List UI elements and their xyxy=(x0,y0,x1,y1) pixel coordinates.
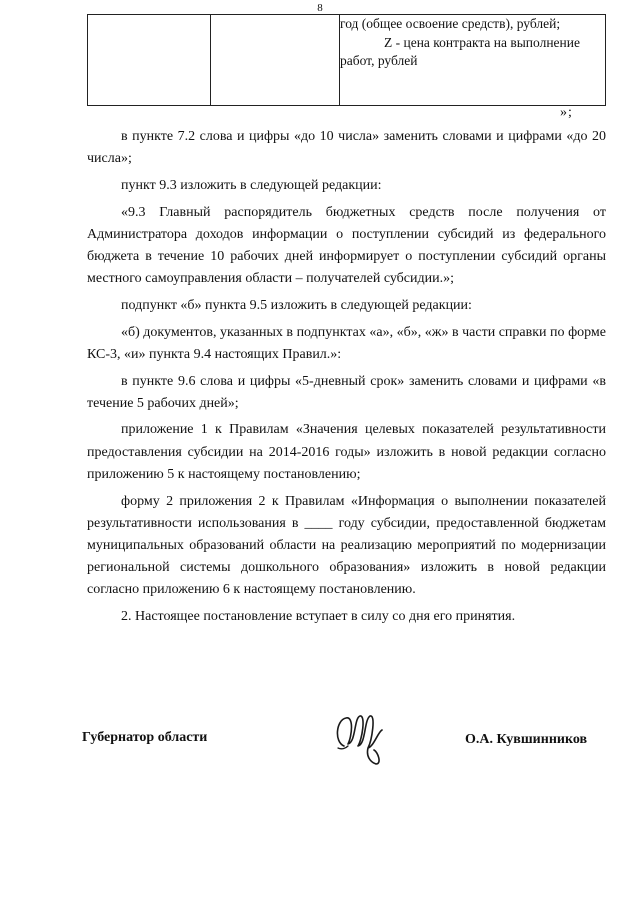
table-cell-line: работ, рублей xyxy=(340,53,418,68)
handwritten-signature xyxy=(330,706,392,766)
table-cell-2 xyxy=(211,15,340,106)
table-cell-1 xyxy=(88,15,211,106)
formula-table xyxy=(87,14,606,106)
table-cell-3 xyxy=(340,15,606,106)
paragraph: в пункте 7.2 слова и цифры «до 10 числа» заменить словами и цифрами «до 20 числа»; xyxy=(87,129,606,167)
paragraph: приложение 1 к Правилам «Значения целевых показателей результативности предоставления субсидии на 2014-2016 годы» изложить в новой редакции согласно приложению 5 к настоящему постановлению; xyxy=(87,422,606,482)
closing-quote-mark: »; xyxy=(560,105,573,120)
paragraph: 2. Настоящее постановление вступает в силу со дня его принятия. xyxy=(121,609,516,625)
signatory-name: О.А. Кувшинников xyxy=(465,732,588,747)
table-row xyxy=(88,15,606,106)
paragraph: «б) документов, указанных в подпунктах «а», «б», «ж» в части справки по форме КС-3, «и» пункта 9.4 настоящих Правил.»: xyxy=(87,324,606,362)
paragraph: подпункт «б» пункта 9.5 изложить в следующей редакции: xyxy=(121,297,472,313)
signatory-title: Губернатор области xyxy=(82,730,208,745)
page-number: 8 xyxy=(317,2,323,14)
paragraph: пункт 9.3 изложить в следующей редакции: xyxy=(121,177,382,193)
paragraph: в пункте 9.6 слова и цифры «5-дневный срок» заменить словами и цифрами «в течение 5 рабочих дней»; xyxy=(87,373,606,411)
table-cell-line: Z - цена контракта на выполнение xyxy=(384,34,580,50)
document-body xyxy=(87,126,606,633)
paragraph: форму 2 приложения 2 к Правилам «Информация о выполнении показателей результативности использования в ____ году субсидии, предоставленной бюджетам муниципальных образований области на реализацию мероприятий по модернизации региональной системы дошкольного образования» изложить в новой редакции согласно приложению 6 к настоящему постановлению. xyxy=(87,493,606,598)
signature-block xyxy=(0,706,640,786)
paragraph: «9.3 Главный распорядитель бюджетных средств после получения от Администратора доходов информации о поступлении субсидий из федерального бюджета в течение 10 рабочих дней информирует о поступлении субсидий органы местного самоуправления области – получателей субсидии.»; xyxy=(87,204,606,287)
table-cell-line: год (общее освоение средств), рублей; xyxy=(340,16,561,31)
